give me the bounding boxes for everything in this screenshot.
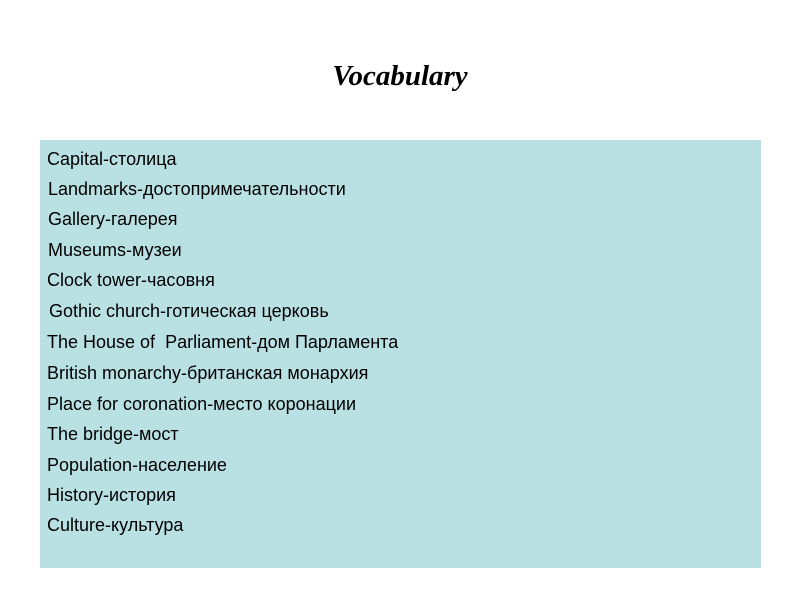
vocabulary-item: History-история bbox=[47, 485, 176, 505]
vocabulary-item: Gallery-галерея bbox=[48, 209, 178, 229]
vocabulary-item: Culture-культура bbox=[47, 515, 184, 535]
vocabulary-item: British monarchy-британская монархия bbox=[47, 363, 369, 383]
vocabulary-item: The bridge-мост bbox=[47, 424, 179, 444]
vocabulary-item: Museums-музеи bbox=[48, 240, 182, 260]
vocabulary-item: Clock tower-часовня bbox=[47, 270, 215, 290]
vocabulary-item: Landmarks-достопримечательности bbox=[48, 179, 346, 199]
vocabulary-item: Population-население bbox=[47, 455, 227, 475]
vocabulary-item: Capital-столица bbox=[47, 149, 177, 169]
vocabulary-item: Place for coronation-место коронации bbox=[47, 394, 357, 414]
vocabulary-item: The House of Parliament-дом Парламента bbox=[47, 332, 399, 352]
vocabulary-box bbox=[40, 140, 761, 568]
slide-title: Vocabulary bbox=[332, 60, 468, 92]
vocabulary-item: Gothic church-готическая церковь bbox=[49, 301, 329, 321]
